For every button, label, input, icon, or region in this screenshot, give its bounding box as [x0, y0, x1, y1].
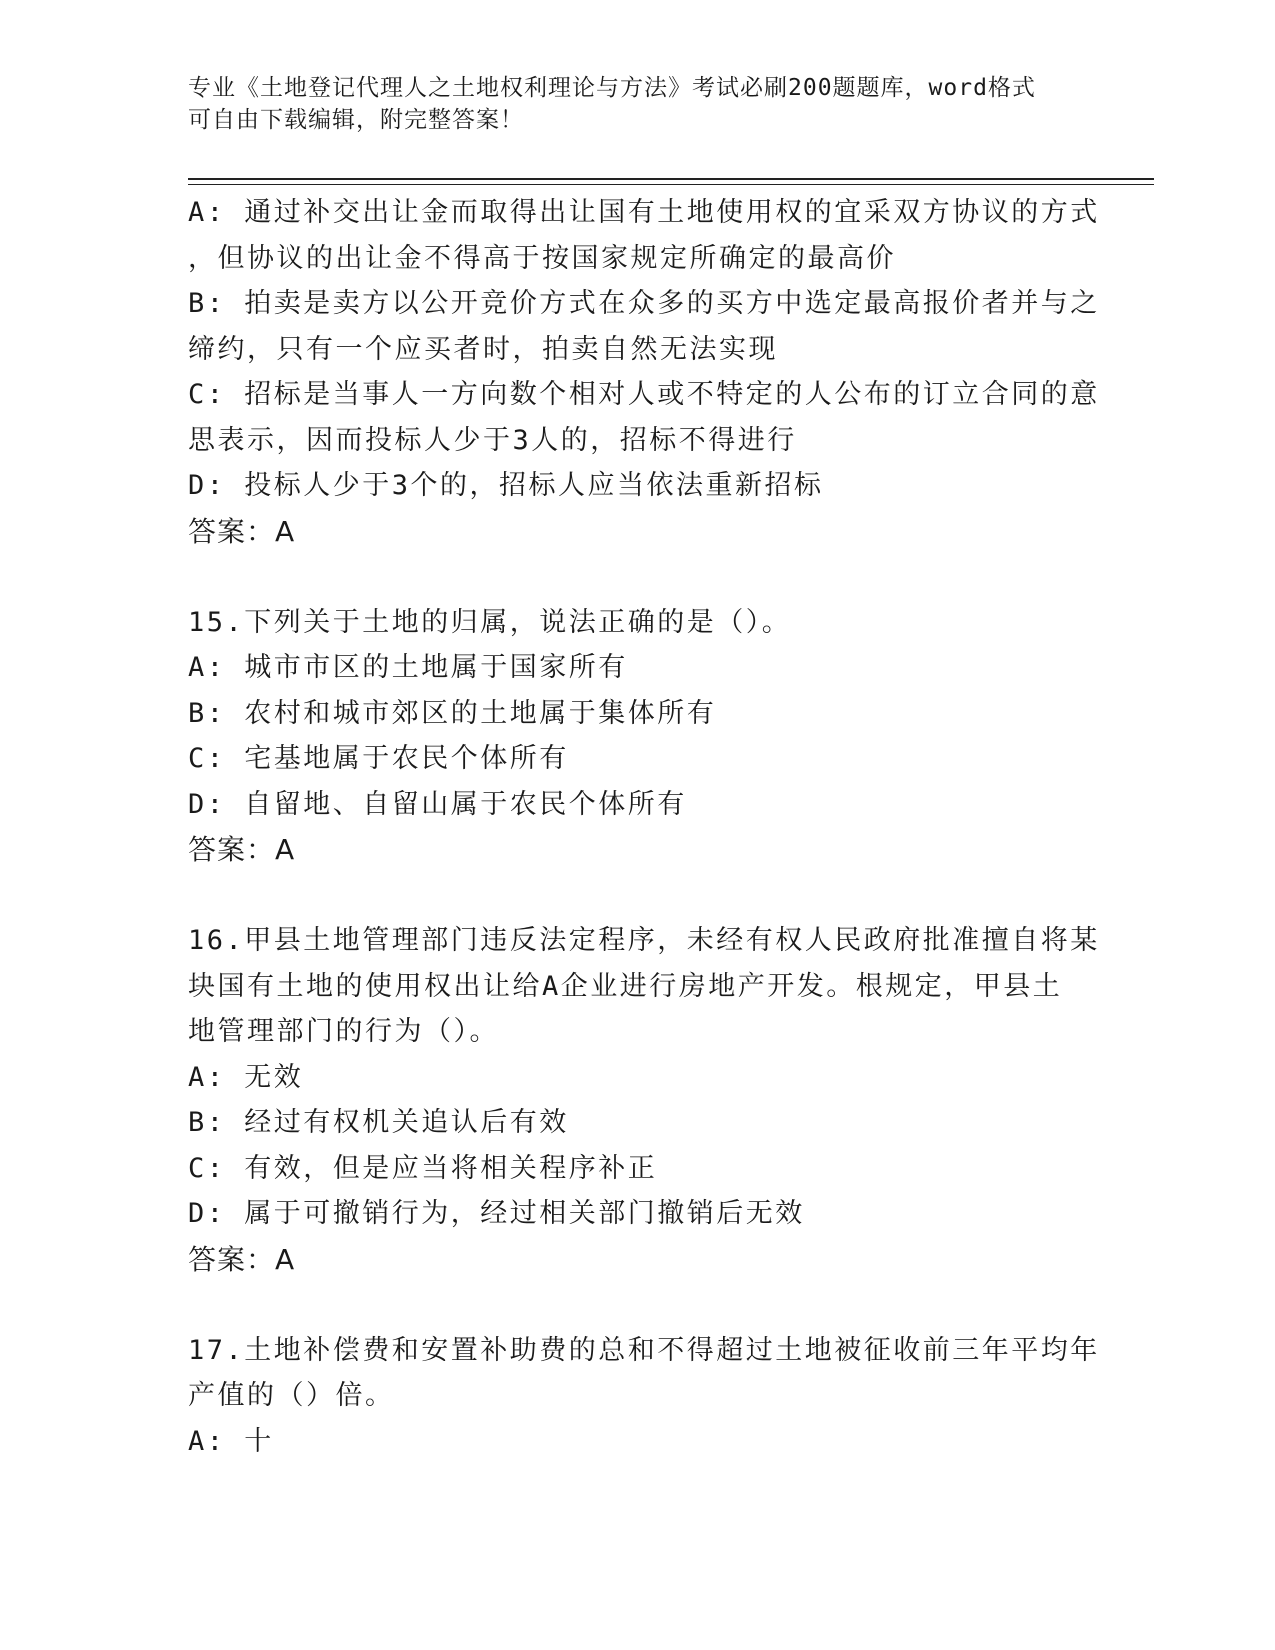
question-16	[188, 918, 1100, 1283]
header-title-line-1: 专业《土地登记代理人之土地权利理论与方法》考试必刷200题题库，word格式	[188, 75, 1036, 101]
spacer	[188, 1283, 1078, 1328]
header-title-line-2: 可自由下载编辑，附完整答案！	[188, 107, 524, 133]
question-stem-line-2: 块国有土地的使用权出让给A企业进行房地产开发。根规定，甲县土	[188, 970, 1063, 1002]
question-stem-line-1: 17.土地补偿费和安置补助费的总和不得超过土地被征收前三年平均年	[188, 1334, 1100, 1366]
option-c-line-2: 思表示，因而投标人少于3人的，招标不得进行	[188, 424, 797, 456]
question-stem-line-2: 产值的（）倍。	[188, 1380, 395, 1411]
option-a: A: 城市市区的土地属于国家所有	[188, 652, 628, 683]
answer-line: 答案：A	[188, 514, 296, 548]
spacer	[188, 873, 1078, 918]
option-b-line-1: B: 拍卖是卖方以公开竞价方式在众多的买方中选定最高报价者并与之	[188, 288, 1100, 319]
question-15	[188, 600, 1078, 874]
option-a: A: 无效	[188, 1061, 304, 1093]
option-a: A: 十	[188, 1425, 274, 1457]
question-14	[188, 190, 1100, 555]
spacer	[188, 555, 1078, 600]
option-a-line-1: A: 通过补交出让金而取得出让国有土地使用权的宜采双方协议的方式	[188, 197, 1100, 228]
option-c-line-1: C: 招标是当事人一方向数个相对人或不特定的人公布的订立合同的意	[188, 379, 1100, 410]
option-d: D: 自留地、自留山属于农民个体所有	[188, 788, 687, 820]
question-stem-line-3: 地管理部门的行为（）。	[188, 1016, 499, 1047]
option-b: B: 农村和城市郊区的土地属于集体所有	[188, 697, 717, 729]
header-divider-thin	[188, 184, 1154, 185]
question-stem-line-1: 16.甲县土地管理部门违反法定程序，未经有权人民政府批准擅自将某	[188, 925, 1100, 956]
option-c: C: 宅基地属于农民个体所有	[188, 743, 569, 774]
document-header	[188, 72, 1068, 136]
answer-line: 答案：A	[188, 833, 296, 866]
option-b-line-2: 缔约，只有一个应买者时，拍卖自然无法实现	[188, 333, 778, 365]
option-d: D: 投标人少于3个的，招标人应当依法重新招标	[188, 470, 824, 501]
option-b: B: 经过有权机关追认后有效	[188, 1107, 569, 1138]
question-17	[188, 1328, 1100, 1465]
question-stem: 15.下列关于土地的归属，说法正确的是（）。	[188, 606, 792, 638]
answer-line: 答案：A	[188, 1242, 296, 1276]
header-divider-thick	[188, 178, 1154, 180]
option-d: D: 属于可撤销行为，经过相关部门撤销后无效	[188, 1198, 805, 1229]
question-list	[188, 190, 1100, 1464]
option-a-line-2: ，但协议的出让金不得高于按国家规定所确定的最高价	[188, 242, 896, 274]
option-c: C: 有效，但是应当将相关程序补正	[188, 1152, 658, 1184]
